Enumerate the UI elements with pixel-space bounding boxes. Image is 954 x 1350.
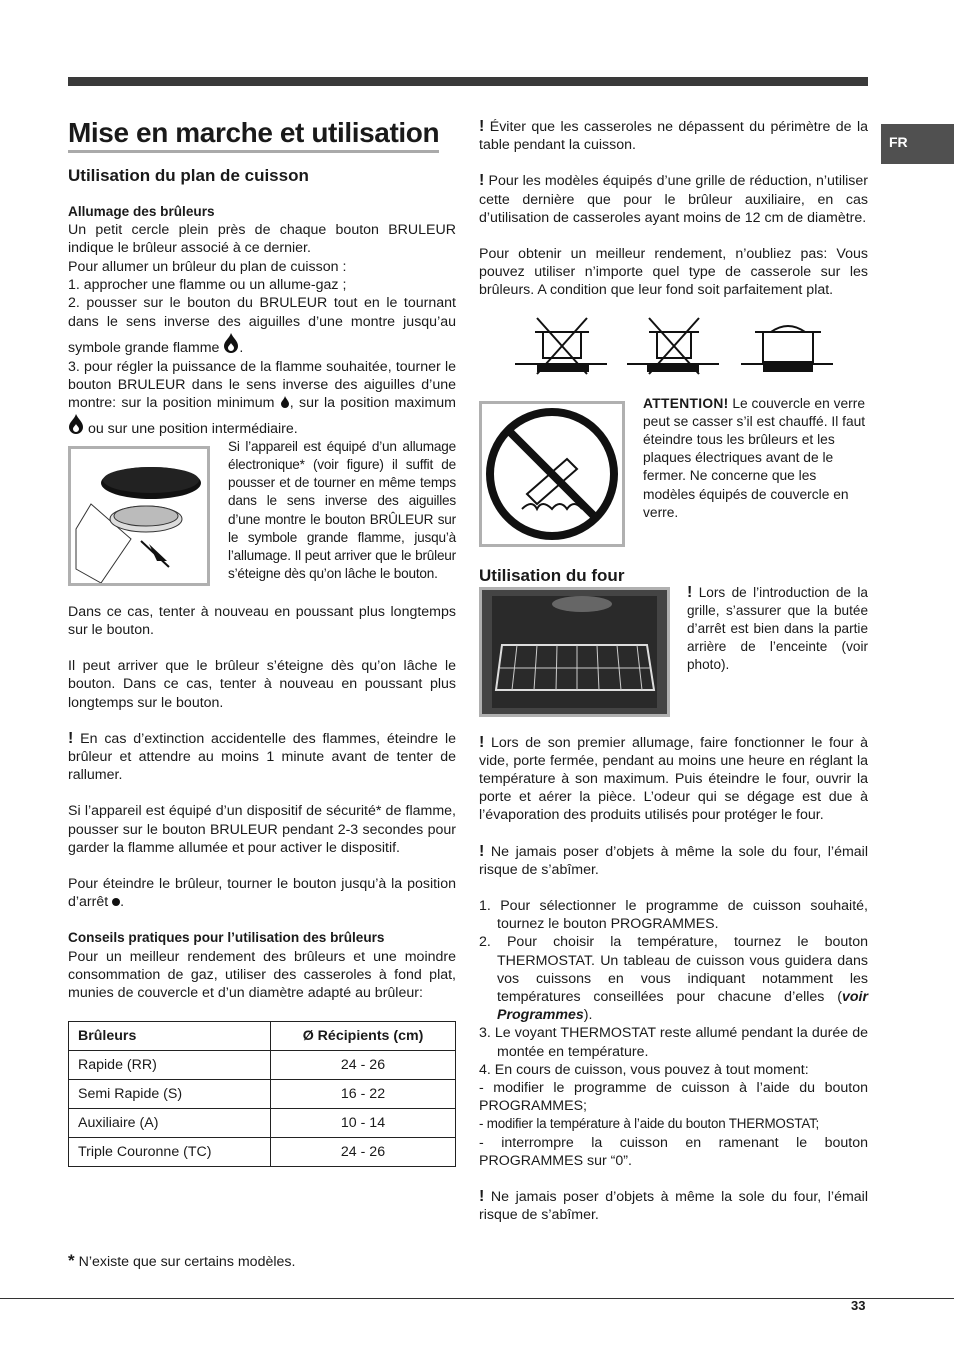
grille-instruction: ! Lors de l’introduction de la grille, s’assurer que la butée d’arrêt est bien dans la partie arrière de l’enceinte (voir photo).: [687, 583, 868, 673]
footnote: * N’existe que sur certains modèles.: [68, 1251, 296, 1270]
table-row: [69, 1080, 456, 1109]
no-lid-heat-icon: [482, 404, 622, 544]
top-rule: [68, 77, 868, 86]
section-heading-cooktop: Utilisation du plan de cuisson: [68, 166, 309, 185]
allumage-step2: 2. pousser sur le bouton du BRULEUR tout en le tournant dans le sens inverse des aiguilles d’une montre jusqu’au symbole grande flamme .: [68, 295, 456, 357]
warning-first-use: ! Lors de son premier allumage, faire fonctionner le four à vide, porte fermée, pendant au moins une heure en réglant la température à son maximum. Puis éteindre le four, ouvrir la porte et aérer la pièce. L’odeur qui se dégage est due à l’évaporation des produits utilisés pour protéger le four.: [479, 733, 868, 824]
list-item: 3. Le voyant THERMOSTAT reste allumé pendant la durée de montée en température.: [479, 1025, 868, 1060]
conseils-text: Pour un meilleur rendement des brûleurs et une moindre consommation de gaz, utiliser des casseroles à fond plat, munies de couvercle et d’un diamètre adapté au brûleur:: [68, 948, 456, 1002]
burner-pan-table: [68, 1021, 456, 1167]
allumage-p3: Dans ce cas, tenter à nouveau en poussant plus longtemps sur le bouton.: [68, 603, 456, 639]
pan-wrong-icon: [515, 316, 607, 378]
allumage-step3: 3. pour régler la puissance de la flamme souhaitée, tourner le bouton BRULEUR dans le sens inverse des aiguilles d’une montre: sur la position minimum , sur la position maximum ou sur une position intermédiaire.: [68, 359, 456, 437]
allumage-p4: Il peut arriver que le brûleur s’éteigne dès qu’on lâche le bouton. Dans ce cas, tenter à nouveau en poussant plus longtemps sur le bouton.: [68, 658, 456, 711]
table-cell: Triple Couronne (TC): [69, 1138, 271, 1167]
table-header-row: [69, 1022, 456, 1051]
table-cell: Semi Rapide (S): [69, 1080, 271, 1109]
oven-rack-illustration: [482, 590, 667, 714]
page-title: Mise en marche et utilisation: [68, 116, 439, 153]
allumage-step1: 1. approcher une flamme ou un allume-gaz ;: [68, 276, 347, 293]
allumage-p1: Un petit cercle plein près de chaque bouton BRULEUR indique le brûleur associé à ce dernier.: [68, 222, 456, 257]
footer-rule: [0, 1298, 954, 1299]
list-dash-item: - modifier le programme de cuisson à l’aide du bouton PROGRAMMES;: [479, 1080, 868, 1115]
section-heading-oven: Utilisation du four: [479, 565, 625, 585]
burner-knob-illustration: [71, 449, 207, 583]
exclamation-icon: !: [479, 1188, 485, 1206]
table-cell: 24 - 26: [271, 1051, 456, 1080]
warning-oven-floor-2: ! Ne jamais poser d’objets à même la sole du four, l’émail risque de s’abîmer.: [479, 1188, 868, 1224]
table-cell: 24 - 26: [271, 1138, 456, 1167]
large-flame-icon: [223, 332, 239, 354]
warning-reduction-grid: ! Pour les modèles équipés d’une grille de réduction, n’utiliser cette dernière que pour le brûleur auxiliaire, en cas d’utilisation de casseroles ayant moins de 12 cm de diamètre.: [479, 172, 868, 226]
small-flame-icon: [280, 395, 290, 409]
list-item: 1. Pour sélectionner le programme de cuisson souhaité, tournez le bouton PROGRAMMES.: [479, 898, 868, 933]
asterisk-icon: *: [68, 1251, 75, 1270]
allumage-p7: Pour éteindre le brûleur, tourner le bouton jusqu’à la position d’arrêt .: [68, 876, 456, 911]
list-item: 2. Pour choisir la température, tournez le bouton THERMOSTAT. Un tableau de cuisson vous guidera dans vos cuissons en vous indiquant notamment les températures conseillées pour chacune d’elles (voir Programmes).: [479, 934, 868, 1024]
table-row: [69, 1109, 456, 1138]
large-flame-icon: [68, 413, 84, 435]
list-item: 4. En cours de cuisson, vous pouvez à tout moment:: [479, 1061, 809, 1078]
exclamation-icon: !: [479, 733, 485, 751]
allumage-p2: Pour allumer un brûleur du plan de cuisson :: [68, 258, 347, 275]
list-dash-item: - interrompre la cuisson en ramenant le bouton PROGRAMMES sur “0”.: [479, 1134, 868, 1169]
page-number: 33: [851, 1298, 866, 1313]
conseils-heading: Conseils pratiques pour l’utilisation des brûleurs: [68, 930, 385, 946]
table-header: Brûleurs: [69, 1022, 271, 1051]
language-tab: FR: [881, 124, 954, 164]
electronic-ignition-text: Si l’appareil est équipé d’un allumage électronique* (voir figure) il suffit de pousser et de tourner en même temps dans le sens inverse des aiguilles d’une montre le bouton BRÛLEUR sur le symbole grande flamme, jusqu’à l’allumage. Il peut arriver que le brûleur s’éteigne dès qu’on lâche le bouton.: [228, 438, 456, 582]
table-row: [69, 1138, 456, 1167]
attention-text: ATTENTION! Le couvercle en verre peut se casser s’il est chauffé. Il faut éteindre tous les brûleurs et les plaques électriques avant de le fermer. Ne concerne que les modèles équipés de couvercle en verre.: [643, 395, 866, 520]
pan-advice: Pour obtenir un meilleur rendement, n’oubliez pas: Vous pouvez utiliser n’importe quel type de casserole sur les brûleurs. A condition que leur fond soit parfaitement plat.: [479, 246, 868, 299]
warning-oven-floor: ! Ne jamais poser d’objets à même la sole du four, l’émail risque de s’abîmer.: [479, 842, 868, 878]
right-column: [479, 118, 868, 1225]
table-cell: 10 - 14: [271, 1109, 456, 1138]
table-row: [69, 1051, 456, 1080]
oven-rack-photo: [479, 587, 670, 717]
exclamation-icon: !: [687, 583, 693, 601]
pan-illustrations: [479, 300, 868, 395]
exclamation-icon: !: [479, 118, 485, 135]
exclamation-icon: !: [479, 172, 485, 190]
exclamation-icon: !: [479, 842, 485, 860]
glass-lid-warning-figure: [479, 401, 625, 547]
table-cell: Rapide (RR): [69, 1051, 271, 1080]
warning-pan-size: ! Éviter que les casseroles ne dépassent du périmètre de la table pendant la cuisson.: [479, 118, 868, 154]
allumage-heading: Allumage des brûleurs: [68, 204, 215, 219]
table-cell: 16 - 22: [271, 1080, 456, 1109]
pan-wrong-icon: [627, 316, 719, 378]
list-dash-item: - modifier la température à l’aide du bouton THERMOSTAT;: [479, 1116, 820, 1132]
exclamation-icon: !: [68, 729, 74, 747]
table-cell: Auxiliaire (A): [69, 1109, 271, 1138]
warning-extinction: ! En cas d’extinction accidentelle des flammes, éteindre le brûleur et attendre au moins 1 minute avant de tenter de rallumer.: [68, 729, 456, 784]
left-column: [68, 116, 456, 1167]
table-header: Ø Récipients (cm): [271, 1022, 456, 1051]
burner-ignition-figure: [68, 446, 210, 586]
pan-correct-icon: [741, 316, 833, 378]
allumage-p6: Si l’appareil est équipé d’un dispositif de sécurité* de flamme, pousser sur le bouton BRULEUR pendant 2-3 secondes pour garder la flamme allumée et pour activer le dispositif.: [68, 803, 456, 856]
off-position-dot-icon: [112, 898, 120, 906]
